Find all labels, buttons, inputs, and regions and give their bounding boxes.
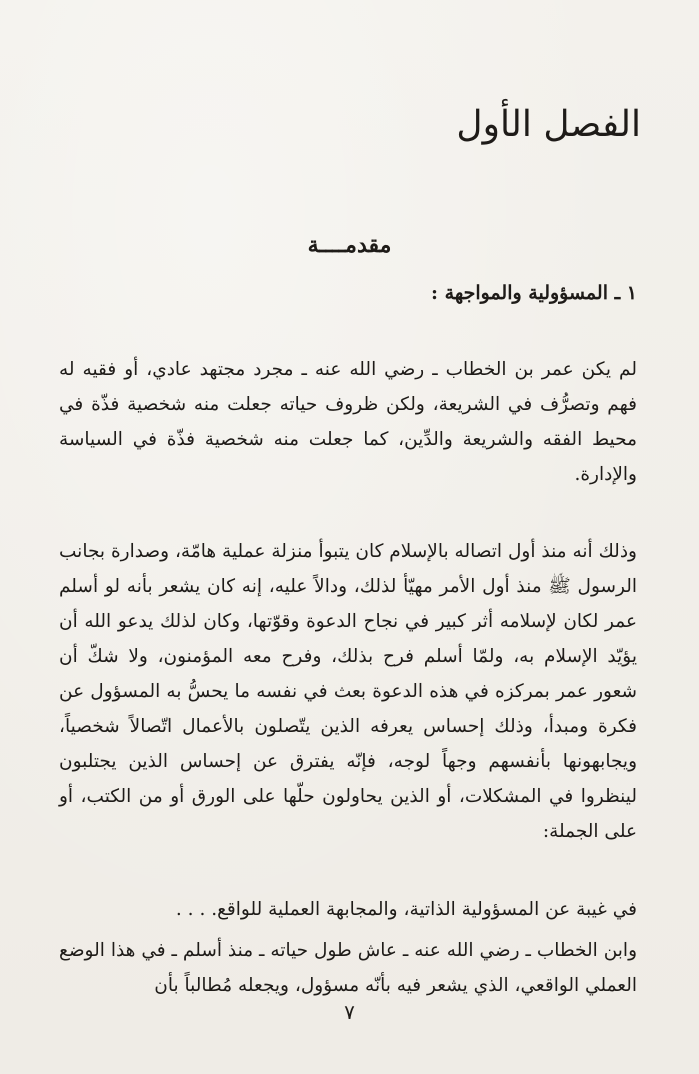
subsection-title: ١ ـ المسؤولية والمواجهة :: [431, 282, 637, 304]
paragraph-1: لم يكن عمر بن الخطاب ـ رضي الله عنه ـ مجرد مجتهد عادي، أو فقيه له فهم وتصرُّف في الشريعة، ولكن ظروف حياته جعلت منه شخصية فذّة في محيط الفقه والشريعة والدِّين، كما جعلت منه شخصية فذّة في السياسة والإدارة.: [59, 358, 637, 485]
paragraph-4: وابن الخطاب ـ رضي الله عنه ـ عاش طول حياته ـ منذ أسلم ـ في هذا الوضع العملي الواقعي، الذي يشعر فيه بأنّه مسؤول، ويجعله مُطالباً بأن: [59, 939, 637, 996]
paragraph-3: في غيبة عن المسؤولية الذاتية، والمجابهة العملية للواقع. . . .: [175, 898, 637, 920]
paragraph-2: وذلك أنه منذ أول اتصاله بالإسلام كان يتبوأ منزلة عملية هامّة، وصدارة بجانب الرسول ﷺ منذ أول الأمر مهيّأ لذلك، ودالاً عليه، إنه كان يشعر بأنه لو أسلم عمر لكان لإسلامه أثر كبير في نجاح الدعوة وقوّتها، وكان لذلك يدعو الله أن يؤيّد الإسلام به، ولمّا أسلم فرح بذلك، وفرح معه المؤمنون، ولا شكّ أن شعور عمر بمركزه في هذه الدعوة بعث في نفسه ما يحسُّ به المسؤول عن فكرة ومبدأ، وذلك إحساس يعرفه الذين يتّصلون بالأعمال اتّصالاً شخصياً، ويجابهونها بأنفسهم وجهاً لوجه، فإنّه يفترق عن إحساس الذين يجتلبون لينظروا في المشكلات، أو الذين يحاولون حلّها على الورق أو من الكتب، أو على الجملة:: [59, 540, 637, 842]
page-number: ٧: [344, 1000, 355, 1024]
section-title: مقدمــــة: [307, 232, 392, 258]
chapter-title: الفصل الأول: [456, 104, 641, 146]
